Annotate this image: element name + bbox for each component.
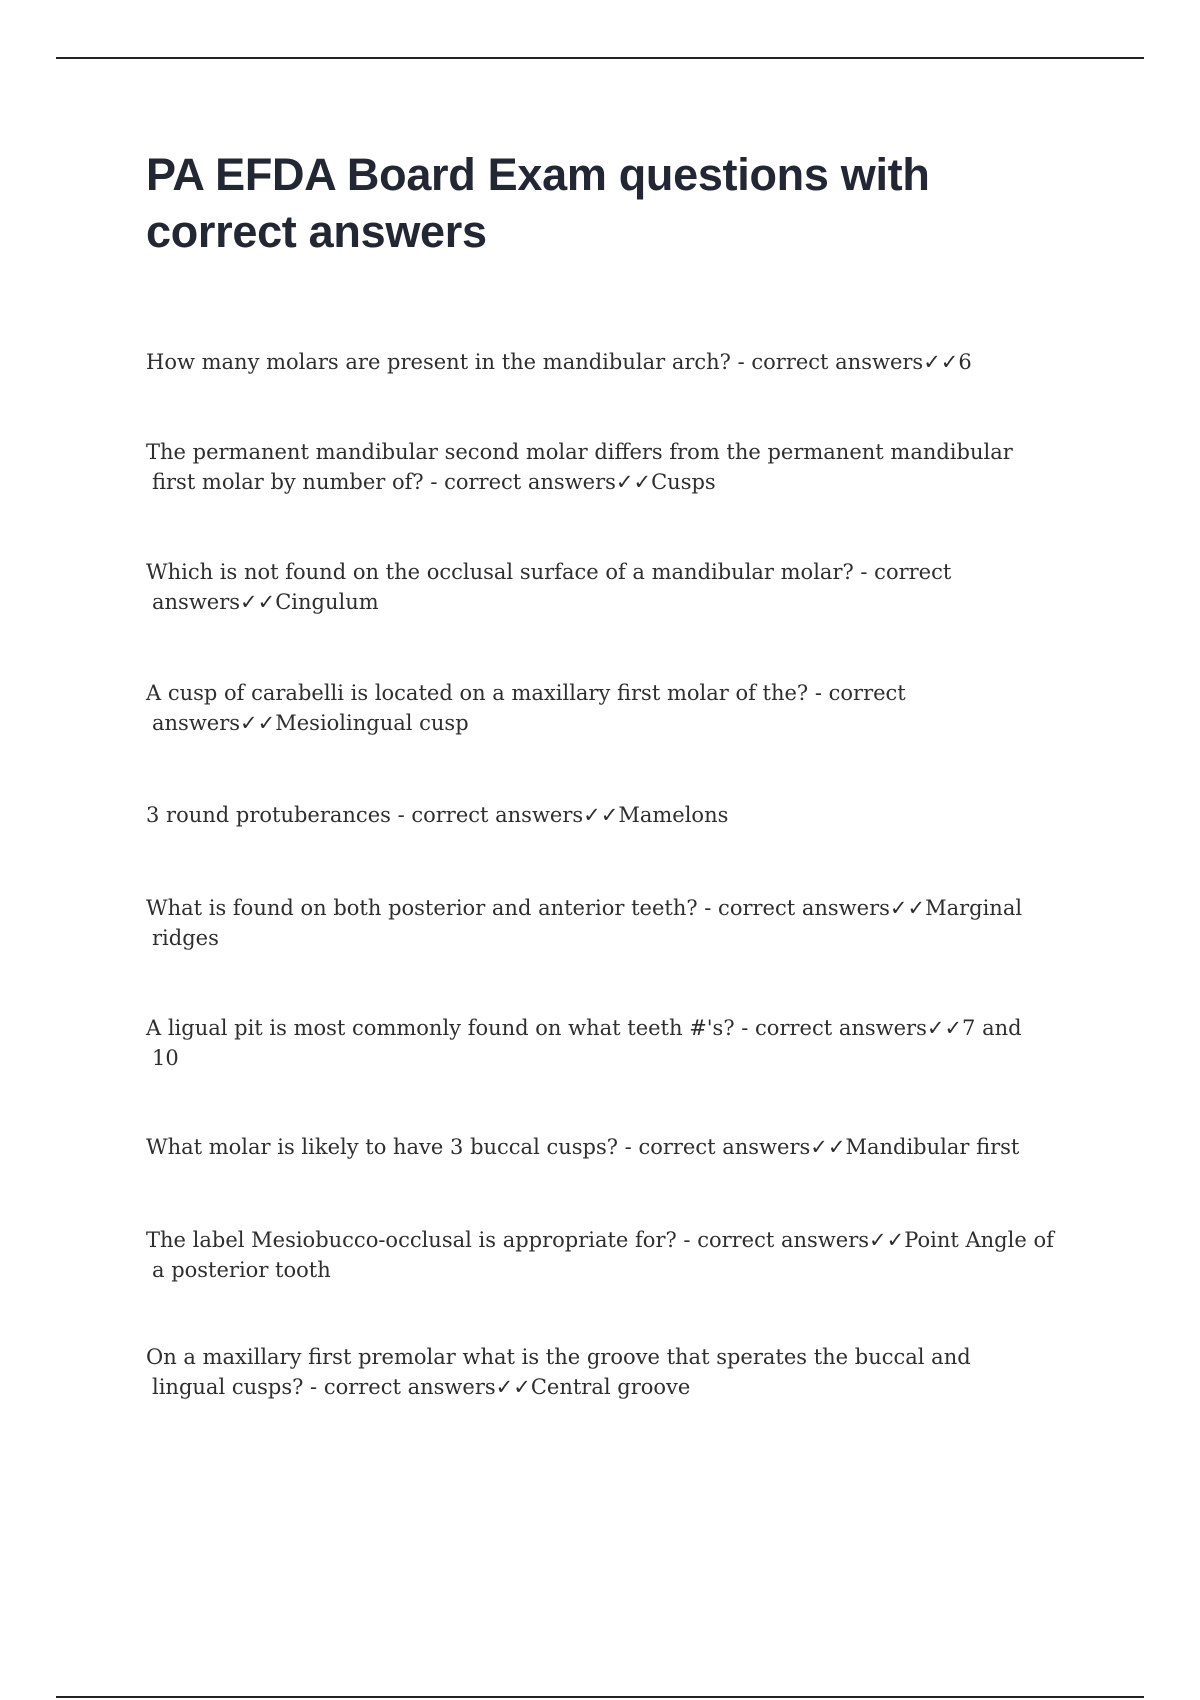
qa-line: What is found on both posterior and anterior teeth? - correct answers✓✓Marginal [146,896,1023,920]
qa-line: first molar by number of? - correct answers✓✓Cusps [152,470,716,494]
qa-item-1 [146,347,1096,377]
qa-line: Which is not found on the occlusal surface of a mandibular molar? - correct [146,560,952,584]
qa-line: ridges [152,926,219,950]
qa-line: On a maxillary first premolar what is the groove that sperates the buccal and [146,1345,971,1369]
qa-line: 10 [152,1046,179,1070]
qa-item-4 [146,678,1096,738]
qa-item-6 [146,893,1096,953]
qa-item-10 [146,1342,1096,1402]
qa-line: How many molars are present in the mandibular arch? - correct answers✓✓6 [146,350,972,374]
qa-line: The label Mesiobucco-occlusal is appropriate for? - correct answers✓✓Point Angle of [146,1228,1054,1252]
qa-item-2 [146,437,1096,497]
qa-item-7 [146,1013,1096,1073]
title-line-1: PA EFDA Board Exam questions with [146,149,930,200]
qa-line: A cusp of carabelli is located on a maxillary first molar of the? - correct [146,681,906,705]
qa-line: answers✓✓Cingulum [152,590,379,614]
qa-line: lingual cusps? - correct answers✓✓Central groove [152,1375,691,1399]
qa-line: What molar is likely to have 3 buccal cusps? - correct answers✓✓Mandibular first [146,1135,1020,1159]
bottom-rule [56,1696,1144,1698]
qa-line: a posterior tooth [152,1258,331,1282]
qa-line: The permanent mandibular second molar differs from the permanent mandibular [146,440,1013,464]
qa-line: answers✓✓Mesiolingual cusp [152,711,469,735]
qa-item-9 [146,1225,1096,1285]
page-title [146,146,1066,260]
qa-item-3 [146,557,1096,617]
title-line-2: correct answers [146,206,487,257]
qa-item-5 [146,800,1096,830]
top-rule [56,57,1144,59]
qa-item-8 [146,1132,1096,1162]
qa-line: 3 round protuberances - correct answers✓✓Mamelons [146,803,729,827]
qa-line: A ligual pit is most commonly found on what teeth #'s? - correct answers✓✓7 and [146,1016,1022,1040]
